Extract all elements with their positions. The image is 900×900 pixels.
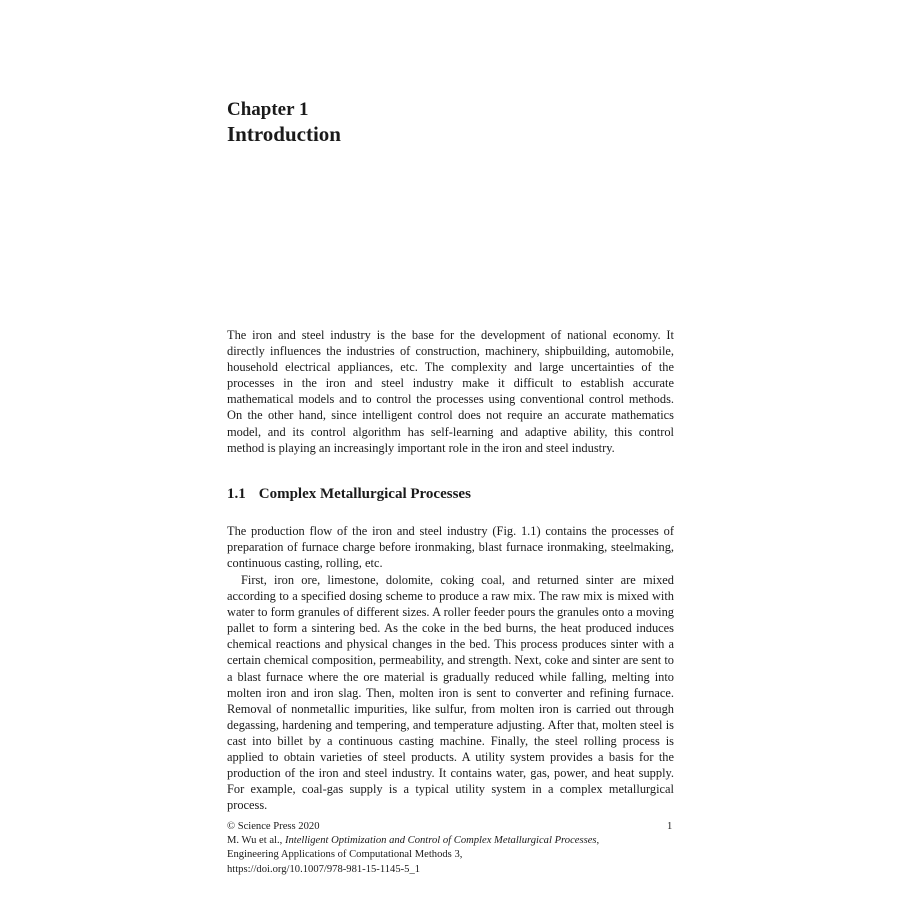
- copyright-notice: © Science Press 2020: [227, 821, 320, 832]
- citation-book-title: Intelligent Optimization and Control of Complex Metallurgical Processes: [284, 835, 597, 847]
- page-footer: [227, 820, 674, 877]
- section-paragraph: First, iron ore, limestone, dolomite, coking coal, and returned sinter are mixed according to a specified dosing scheme to produce a raw mix. The raw mix is mixed with water to form granules of different sizes. A roller feeder pours the granules onto a moving pallet to form a sintering bed. As the coke in the bed burns, the heat produced induces chemical reactions and physical changes in the bed. This process produces sinter with a certain chemical composition, permeability, and strength. Next, coke and sinter are sent to a blast furnace where the ore material is gradually reduced while falling, melting into molten iron and iron slag. Then, molten iron is sent to converter and refining furnace. Removal of nonmetallic impurities, like sulfur, from molten iron is carried out through degassing, hardening and tempering, and temperature adjusting. After that, molten steel is cast into billet by a continuous casting machine. Finally, the steel rolling process is applied to obtain varieties of steel products. A utility system provides a basis for the production of the iron and steel industry. It contains water, gas, power, and heat supply. For example, coal-gas supply is a typical utility system in a complex metallurgical process.: [227, 573, 674, 813]
- section-number: 1.1: [227, 486, 246, 502]
- citation-book-title-suffix: ,: [596, 835, 600, 847]
- citation-series: Engineering Applications of Computational Methods 3,: [227, 849, 463, 861]
- citation-line: [227, 834, 674, 848]
- chapter-label: Chapter 1: [227, 99, 309, 120]
- section-paragraph: The production flow of the iron and steel industry (Fig. 1.1) contains the processes of preparation of furnace charge before ironmaking, blast furnace ironmaking, steelmaking, continuous casting, rolling, etc.: [227, 524, 674, 571]
- page-number: 1: [667, 821, 673, 832]
- doi-link[interactable]: https://doi.org/10.1007/978-981-15-1145-5_1: [227, 863, 421, 875]
- chapter-abstract: The iron and steel industry is the base for the development of national economy. It directly influences the industries of construction, machinery, shipbuilding, automobile, household electrical appliances, etc. The complexity and large uncertainties of the processes in the iron and steel industry make it difficult to establish accurate mathematical models and to control the processes using conventional control methods. On the other hand, since intelligent control does not require an accurate mathematics model, and its control algorithm has self-learning and adaptive ability, this control method is playing an increasingly important role in the iron and steel industry.: [227, 328, 674, 455]
- section-heading: [227, 484, 471, 504]
- chapter-title: Introduction: [227, 122, 341, 146]
- section-title: Complex Metallurgical Processes: [258, 486, 471, 502]
- citation-authors: M. Wu et al.,: [227, 835, 285, 847]
